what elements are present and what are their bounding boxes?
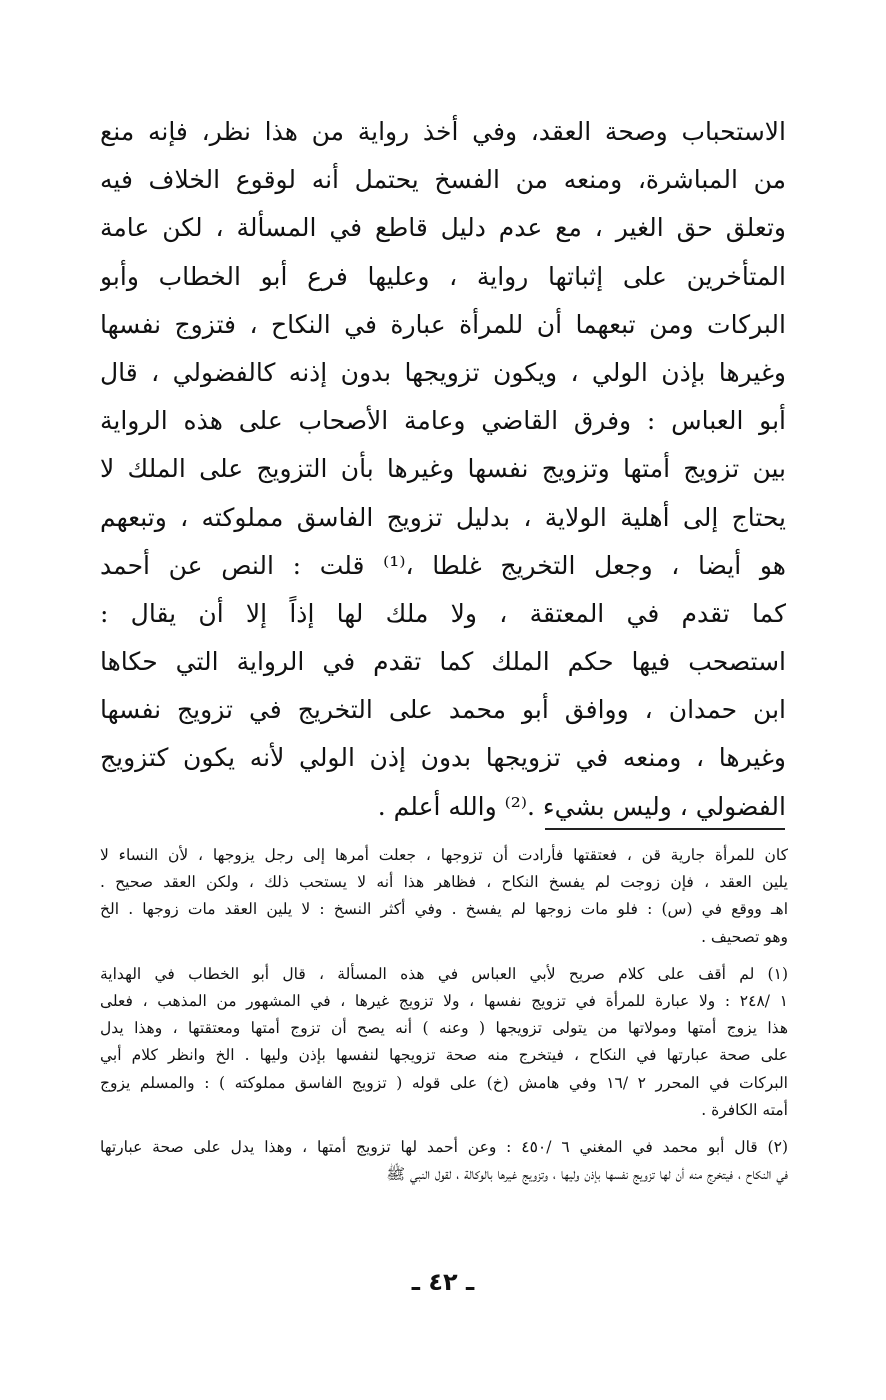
main-text-line: يحتاج إلى أهلية الولاية ، بدليل تزويج الفاسق مملوكته ، وتبعهم — [100, 502, 786, 532]
main-text-line: وغيرها بإذن الولي ، ويكون تزويجها بدون إذنه كالفضولي ، قال — [100, 357, 786, 387]
main-text-line: الاستحباب وصحة العقد، وفي أخذ رواية من هذا نظر، فإنه منع — [100, 117, 786, 146]
main-text-line: كما تقدم في المعتقة ، ولا ملك لها إذاً إلا أن يقال : — [100, 598, 786, 628]
main-text-line: وغيرها ، ومنعه في تزويجها بدون إذن الولي لأنه يكون كتزويج — [100, 743, 786, 773]
footnote-separator — [545, 828, 785, 830]
main-text-line: أبو العباس : وفرق القاضي وعامة الأصحاب على هذه الرواية — [100, 406, 786, 436]
main-text-line: من المباشرة، ومنعه من الفسخ يحتمل أنه لوقوع الخلاف فيه — [100, 165, 786, 195]
footnote-line: على صحة عبارتها في النكاح ، فيتخرج منه صحة تزويجها لنفسها بإذن وليها . الخ وانظر كلام أبي — [100, 1046, 788, 1065]
main-text-line: البركات ومن تبعهما أن للمرأة عبارة في النكاح ، فتزوج نفسها — [100, 309, 786, 339]
main-text-line: بين تزويج أمتها وتزويج نفسها وغيرها بأن التزويج على الملك لا — [100, 454, 786, 484]
main-text-line: وتعلق حق الغير ، مع عدم دليل قاطع في المسألة ، لكن عامة — [100, 213, 786, 243]
main-text-line: المتأخرين على إثباتها رواية ، وعليها فرع أبو الخطاب وأبو — [100, 261, 786, 291]
main-text-line: ابن حمدان ، ووافق أبو محمد على التخريج في تزويج نفسها — [100, 695, 786, 725]
footnote-line: في النكاح ، فيتخرج منه أن لها تزويج نفسها بإذن وليها ، وتزويج غيرها بالوكالة ، لقول النبي ﷺ — [386, 1165, 788, 1184]
main-text-block — [100, 108, 786, 831]
footnote-line: كان للمرأة جارية قن ، فعتقتها فأرادت أن تزوجها ، جعلت أمرها إلى رجل يزوجها ، لأن النساء لا — [100, 846, 788, 864]
footnote-line: وهو تصحيف . — [701, 927, 788, 946]
footnote-line: البركات في المحرر ٢ /١٦ وفي هامش (خ) على قوله ( تزويج الفاسق مملوكته ) : والمسلم يزوج — [100, 1073, 788, 1092]
footnote-1 — [100, 961, 788, 1124]
footnote-2 — [100, 1134, 788, 1188]
footnote-continuation — [100, 842, 788, 951]
main-text-line: استصحب فيها حكم الملك كما تقدم في الرواية التي حكاها — [100, 647, 786, 677]
footnote-line: (٢) قال أبو محمد في المغني ٦ /٤٥٠ : وعن أحمد لها تزويج أمتها ، وهذا يدل على صحة عبارتها — [100, 1137, 788, 1156]
main-text-line: هو أيضا ، وجعل التخريج غلطا ،⁽¹⁾ قلت : النص عن أحمد — [100, 550, 786, 580]
footnote-line: ١ /٢٤٨ : ولا عبارة للمرأة في تزويج نفسها ، ولا تزويج غيرها ، في المشهور من المذهب ، فعلى — [100, 991, 788, 1010]
footnotes-block — [100, 842, 788, 1188]
footnote-line: اهـ ووقع في (س) : فلو مات زوجها لم يفسخ . وفي أكثر النسخ : لا يلين العقد مات زوجها . الخ — [100, 900, 788, 919]
page-number: ـ ٤٢ ـ — [411, 1268, 475, 1296]
footnote-line: هذا يزوج أمتها ومولاتها من يتولى تزويجها ( وعنه ) أنه يصح أن تزوج أمتها ومعتقتها ، وهذا يدل — [100, 1019, 788, 1038]
footnote-line: يلين العقد ، فإن زوجت لم يفسخ النكاح ، فظاهر هذا أنه لا يستحب ذلك ، ولكن العقد صحيح . — [100, 873, 788, 892]
main-text-line: الفضولي ، وليس بشيء .⁽²⁾ والله أعلم . — [377, 791, 786, 821]
footnote-line: أمته الكافرة . — [701, 1100, 788, 1119]
footnote-line: (١) لم أقف على كلام صريح لأبي العباس في هذه المسألة ، قال أبو الخطاب في الهداية — [100, 964, 788, 983]
